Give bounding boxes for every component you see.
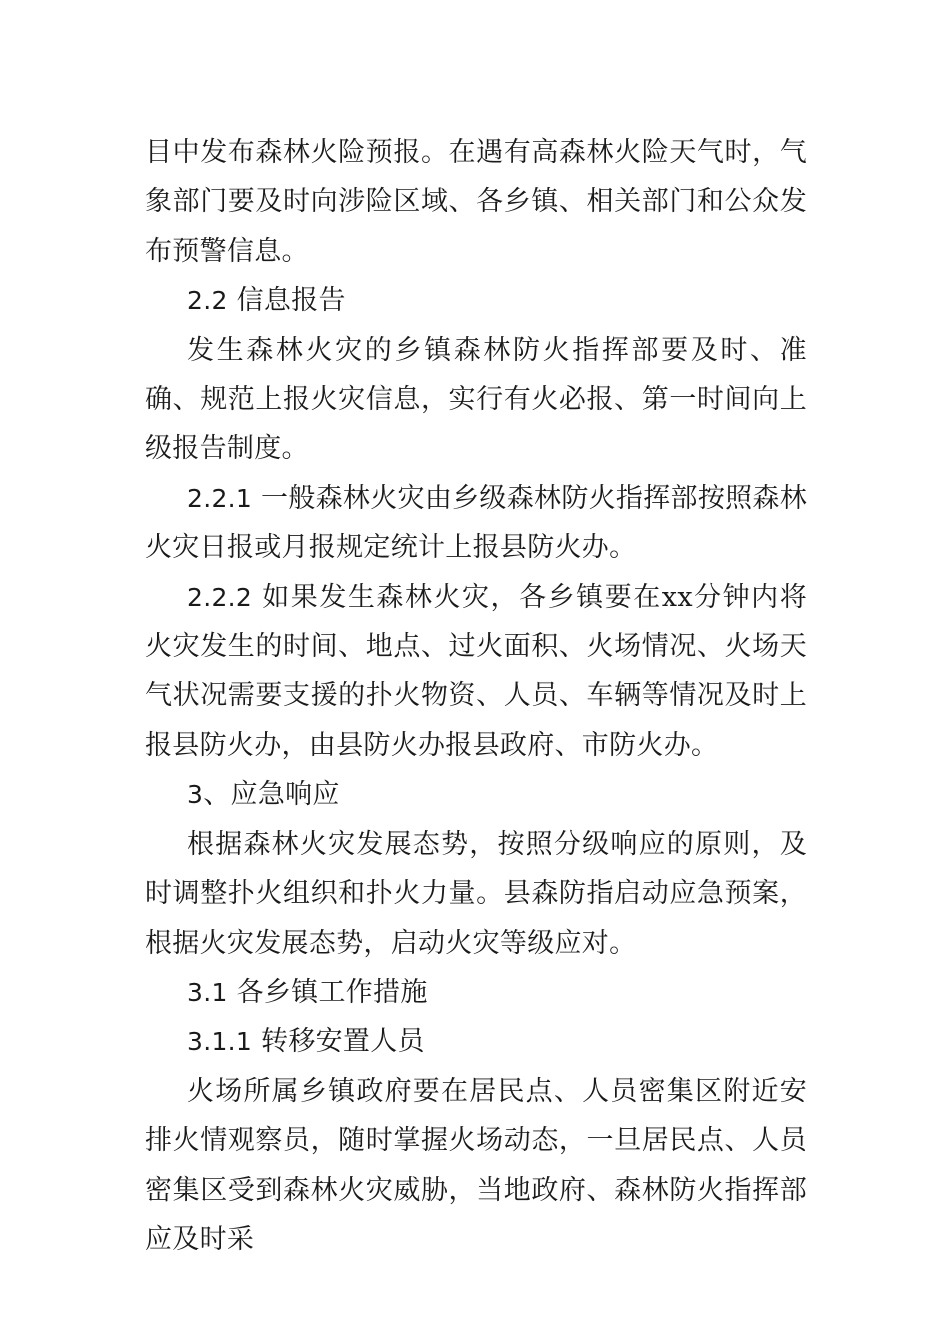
paragraph-text: 目中发布森林火险预报。在遇有高森林火险天气时，气象部门要及时向涉险区域、各乡镇、相关部门和公众发布预警信息。: [145, 137, 807, 267]
paragraph-relocation: [145, 1067, 807, 1265]
section-heading-3-1-1: [145, 1017, 807, 1066]
paragraph-text: 发生森林火灾的乡镇森林防火指挥部要及时、准确、规范上报火灾信息，实行有火必报、第一时间向上级报告制度。: [145, 334, 807, 465]
paragraph-emergency-response: [145, 820, 807, 968]
paragraph-text: 根据森林火灾发展态势，按照分级响应的原则，及时调整扑火组织和扑火力量。县森防指启动应急预案，根据火灾发展态势，启动火灾等级应对。: [145, 828, 807, 959]
clause-number: 2.2.2: [187, 582, 253, 612]
section-number: 3.1.1: [187, 1027, 253, 1057]
paragraph-info-report: [145, 326, 807, 474]
section-number: 3.1: [187, 977, 228, 1007]
section-title: 、应急响应: [203, 779, 340, 811]
clause-text: 一般森林火灾由乡级森林防火指挥部按照森林火灾日报或月报规定统计上报县防火办。: [145, 482, 808, 564]
section-title: 各乡镇工作措施: [236, 976, 428, 1008]
section-heading-3: [145, 770, 807, 819]
paragraph-text: 火场所属乡镇政府要在居民点、人员密集区附近安排火情观察员，随时掌握火场动态，一旦居民点、人员密集区受到森林火灾威胁，当地政府、森林防火指挥部应及时采: [145, 1075, 807, 1255]
clause-2-2-2: [145, 573, 807, 771]
clause-number: 2.2.1: [187, 483, 253, 513]
section-heading-3-1: [145, 968, 807, 1017]
section-heading-2-2: [145, 276, 807, 325]
section-number: 2.2: [187, 286, 228, 316]
clause-text: 如果发生森林火灾，各乡镇要在xx分钟内将火灾发生的时间、地点、过火面积、火场情况、火场天气状况需要支援的扑火物资、人员、车辆等情况及时上报县防火办，由县防火办报县政府、市防火办。: [145, 581, 807, 761]
section-title: 转移安置人员: [261, 1026, 425, 1058]
section-title: 信息报告: [236, 285, 346, 317]
section-number: 3: [187, 780, 204, 810]
clause-2-2-1: [145, 474, 807, 573]
document-body: [145, 128, 807, 1264]
paragraph-forecast-continuation: [145, 128, 807, 276]
